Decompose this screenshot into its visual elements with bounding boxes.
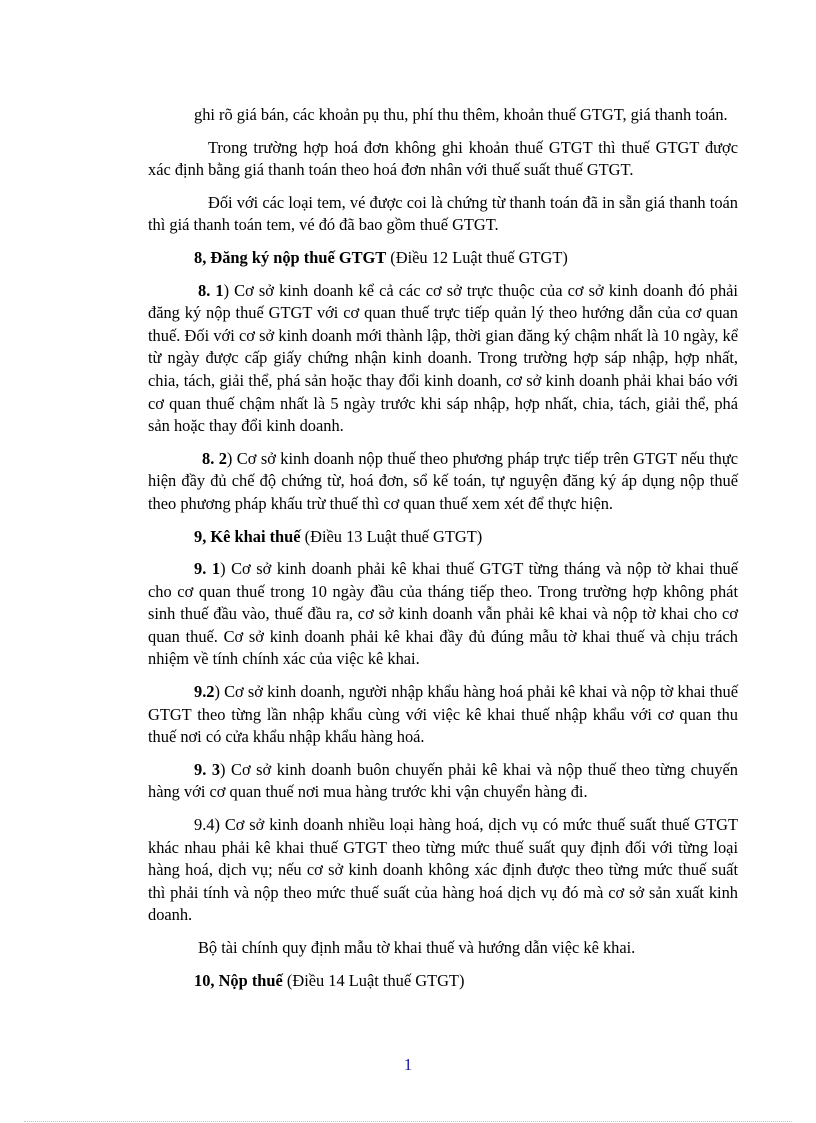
section-heading-8-title: 8, Đăng ký nộp thuế GTGT	[194, 247, 387, 267]
paragraph-ministry-form: Bộ tài chính quy định mẫu tờ khai thuế và hướng dẫn việc kê khai.	[198, 938, 636, 957]
section-heading-10-reference: (Điều 14 Luật thuế GTGT)	[282, 970, 465, 990]
section-heading-9-reference: (Điều 13 Luật thuế GTGT)	[300, 526, 483, 546]
paragraph-8-1: 8. 1) Cơ sở kinh doanh kể cả các cơ sở trực thuộc của cơ sở kinh doanh đó phải đăng ký nộp thuế GTGT với cơ quan thuế trực tiếp quản lý theo hướng dẫn của cơ quan thuế. Đối với cơ sở kinh doanh mới thành lập, thời gian đăng ký chậm nhất là 10 ngày, kể từ ngày được cấp giấy chứng nhận kinh doanh. Trong trường hợp sáp nhập, hợp nhất, chia, tách, giải thể, phá sản hoặc thay đổi kinh doanh, cơ sở kinh doanh phải khai báo với cơ quan thuế chậm nhất là 5 ngày trước khi sáp nhập, hợp nhất, chia, tách, giải thể, phá sản hoặc thay đổi kinh doanh.	[148, 280, 738, 436]
paragraph-8-2: 8. 2) Cơ sở kinh doanh nộp thuế theo phương pháp trực tiếp trên GTGT nếu thực hiện đầy đủ chế độ chứng từ, hoá đơn, sổ kế toán, tự nguyện đăng ký áp dụng nộp thuế theo phương pháp khấu trừ thuế thì cơ quan thuế xem xét để thực hiện.	[148, 448, 738, 513]
section-heading-8	[148, 247, 738, 270]
clause-number-9-3: 9. 3	[194, 759, 221, 779]
section-heading-9-title: 9, Kê khai thuế	[194, 526, 301, 546]
paragraph-invoice-details: ghi rõ giá bán, các khoản pụ thu, phí thu thêm, khoản thuế GTGT, giá thanh toán.	[194, 105, 728, 124]
paragraph-9-1: 9. 1) Cơ sở kinh doanh phải kê khai thuế GTGT từng tháng và nộp tờ khai thuế cho cơ quan thuế trong 10 ngày đầu của tháng tiếp theo. Trong trường hợp không phát sinh thuế đầu vào, thuế đầu ra, cơ sở kinh doanh vẫn phải kê khai và nộp tờ khai cho cơ quan thuế. Cơ sở kinh doanh phải kê khai đầy đủ đúng mẫu tờ khai thuế và chịu trách nhiệm về tính chính xác của việc kê khai.	[148, 559, 738, 669]
paragraph-9-4: 9.4) Cơ sở kinh doanh nhiều loại hàng hoá, dịch vụ có mức thuế suất thuế GTGT khác nhau phải kê khai thuế GTGT theo từng mức thuế suất quy định đối với từng loại hàng hoá, dịch vụ; nếu cơ sở kinh doanh không xác định được theo từng mức thuế suất thì phải tính và nộp theo mức thuế suất của hàng hoá dịch vụ đó mà cơ sở sản xuất kinh doanh.	[148, 815, 738, 925]
clause-number-8-1: 8. 1	[198, 280, 224, 300]
section-heading-9	[148, 526, 738, 549]
section-heading-10	[148, 970, 738, 993]
clause-number-9-2: 9.2	[194, 682, 215, 702]
page-number: 1	[403, 1055, 413, 1074]
paragraph-stamps-tickets: Đối với các loại tem, vé được coi là chứng từ thanh toán đã in sẵn giá thanh toán thì giá thanh toán tem, vé đó đã bao gồm thuế GTGT.	[148, 192, 738, 235]
section-heading-10-title: 10, Nộp thuế	[194, 970, 283, 990]
clause-number-8-2: 8. 2	[202, 448, 227, 468]
paragraph-9-3: 9. 3) Cơ sở kinh doanh buôn chuyến phải kê khai và nộp thuế theo từng chuyến hàng với cơ quan thuế nơi mua hàng trước khi vận chuyển hàng đi.	[148, 759, 738, 802]
paragraph-9-2: 9.2) Cơ sở kinh doanh, người nhập khẩu hàng hoá phải kê khai và nộp tờ khai thuế GTGT theo từng lần nhập khẩu cùng với việc kê khai thuế nhập khẩu với cơ quan thu thuế nơi có cửa khẩu nhập khẩu hàng hoá.	[148, 682, 738, 747]
clause-number-9-1: 9. 1	[194, 559, 221, 579]
page-bottom-edge	[24, 1121, 792, 1122]
paragraph-no-vat-on-invoice: Trong trường hợp hoá đơn không ghi khoản thuế GTGT thì thuế GTGT được xác định bằng giá thanh toán theo hoá đơn nhân với thuế suất thuế GTGT.	[148, 137, 738, 180]
document-body	[148, 104, 738, 1002]
section-heading-8-reference: (Điều 12 Luật thuế GTGT)	[386, 247, 568, 267]
